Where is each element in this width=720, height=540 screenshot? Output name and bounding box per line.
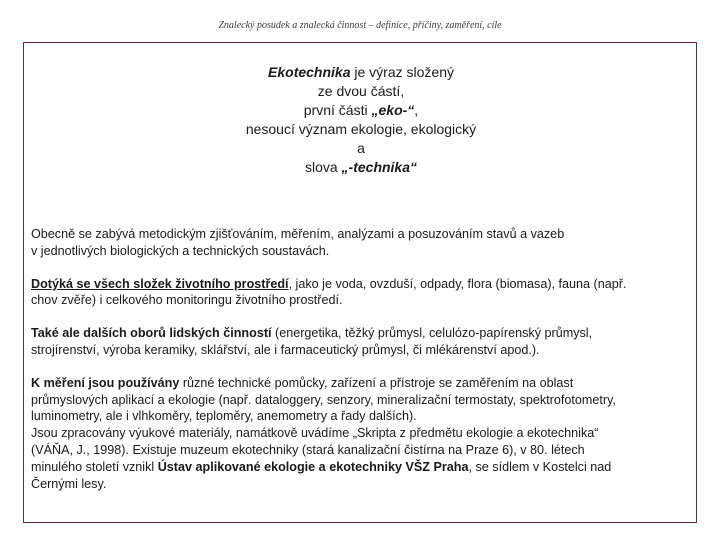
- content-frame: [23, 42, 697, 523]
- term-technika: „-technika“: [341, 159, 418, 175]
- paragraph-environment-line-1: [31, 276, 695, 293]
- paragraph-industries: [31, 325, 695, 359]
- definition-line-1: [24, 63, 698, 82]
- environment-lead: Dotýká se všech složek životního prostředí: [31, 276, 289, 291]
- paragraph-industries-line-1: [31, 325, 695, 342]
- definition-line-6-text: slova: [304, 159, 342, 175]
- definition-block: [24, 63, 698, 177]
- institute-name: Ústav aplikované ekologie a ekotechniky VŠZ Praha: [157, 459, 469, 474]
- definition-line-4: nesoucí význam ekologie, ekologický: [245, 121, 477, 137]
- body-text: [31, 226, 695, 492]
- page-header-title: Znalecký posudek a znalecká činnost – definice, příčiny, zaměření, cíle: [218, 20, 502, 31]
- measurement-line-6-text: minulého století vznikl: [31, 459, 158, 474]
- industries-line-1-text: (energetika, těžký průmysl, celulózo-papírenský průmysl,: [271, 326, 593, 341]
- measurement-line-1-text: různé technické pomůcky, zařízení a přístroje se zaměřením na oblast: [179, 375, 574, 390]
- paragraph-measurement-line-5: (VÁŇA, J., 1998). Existuje muzeum ekotechniky (stará kanalizační čistírna na Praze 6), v 80. létech: [31, 442, 585, 457]
- paragraph-general-line-1: Obecně se zabývá metodickým zjišťováním, měřením, analýzami a posuzováním stavů a vazeb: [31, 227, 565, 241]
- definition-line-3-comma: ,: [414, 102, 419, 118]
- definition-line-3-text: první části: [303, 102, 372, 118]
- definition-line-2: ze dvou částí,: [317, 83, 405, 99]
- definition-line-5: a: [357, 140, 365, 156]
- industries-lead: Také ale dalších oborů lidských činností: [31, 326, 272, 341]
- paragraph-environment-line-2: chov zvěře) i celkového monitoringu životního prostředí.: [31, 293, 343, 308]
- definition-line-3: [24, 101, 698, 120]
- definition-line-1-text: je výraz složený: [350, 64, 454, 80]
- paragraph-general: [31, 226, 695, 260]
- paragraph-measurement-line-3: luminometry, ale i vlhkoměry, teploměry, anemometry a řady dalších).: [31, 409, 417, 424]
- measurement-line-6-rest: , se sídlem v Kostelci nad: [468, 459, 612, 474]
- environment-line-1-text: , jako je voda, ovzduší, odpady, flora (biomasa), fauna (např.: [288, 276, 627, 291]
- paragraph-measurement-line-2: průmyslových aplikací a ekologie (např. dataloggery, senzory, mineralizační termostaty, spektrofotometry,: [31, 392, 616, 407]
- paragraph-environment: [31, 276, 695, 310]
- definition-line-6: [24, 158, 698, 177]
- paragraph-industries-line-2: strojírenství, výroba keramiky, sklářství, ale i farmaceutický průmysl, či mlékárenství apod.).: [31, 342, 540, 357]
- paragraph-measurement-line-6: [31, 459, 695, 476]
- paragraph-measurement-line-1: [31, 375, 695, 392]
- paragraph-measurement-line-7: Černými lesy.: [31, 476, 107, 491]
- paragraph-measurement: [31, 375, 695, 493]
- term-ekotechnika: Ekotechnika: [268, 64, 351, 80]
- measurement-lead: K měření jsou používány: [31, 375, 180, 390]
- paragraph-general-line-2: v jednotlivých biologických a technických soustavách.: [31, 243, 330, 258]
- paragraph-measurement-line-4: Jsou zpracovány výukové materiály, namátkově uvádíme „Skripta z předmětu ekologie a ekotechnika“: [31, 426, 599, 441]
- term-eko: „eko-“: [371, 102, 415, 118]
